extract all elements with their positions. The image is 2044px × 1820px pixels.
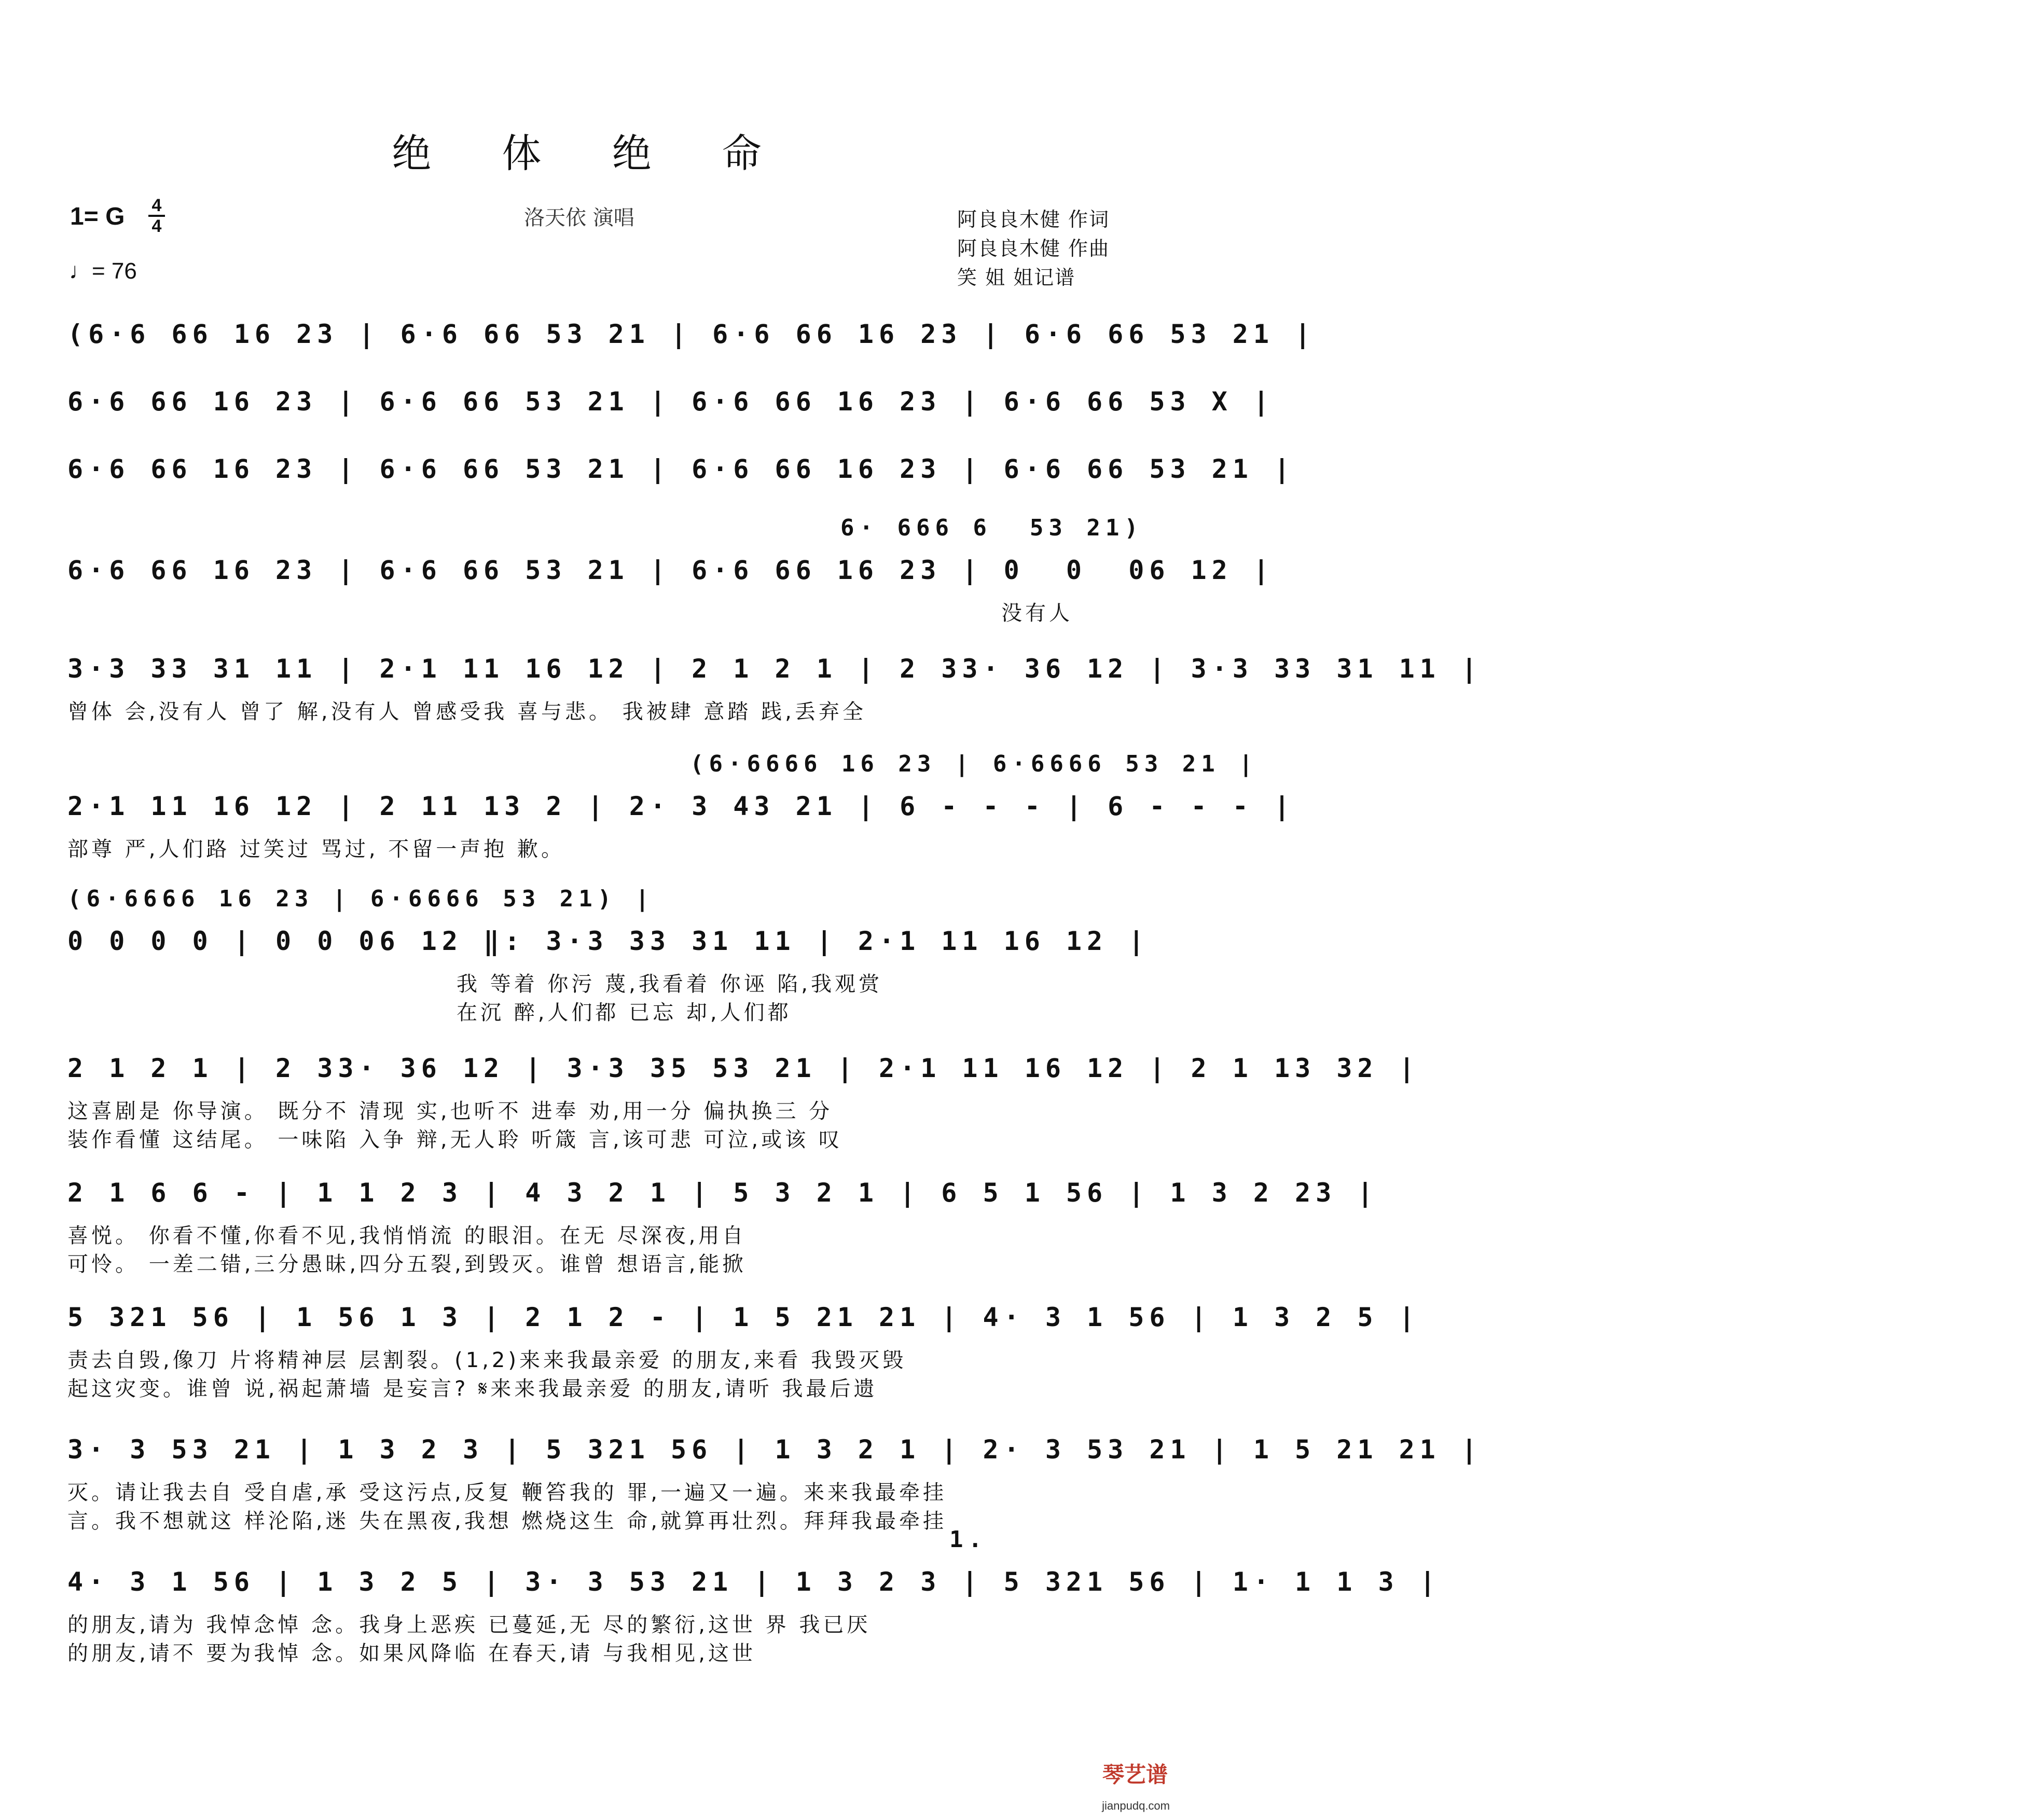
lyric-line: 灭。请让我去自 受自虐,承 受这污点,反复 鞭笞我的 罪,一遍又一遍。来来我最牵挂	[67, 1481, 947, 1505]
lyric-line: 起这灾变。谁曾 说,祸起萧墙 是妄言? 𝄋来来我最亲爱 的朋友,请听 我最后遗	[67, 1377, 878, 1401]
composer-credit: 阿良良木健 作曲	[957, 237, 1110, 260]
notation-line: 6·6 66 16 23 | 6·6 66 53 21 | 6·6 66 16 23 | 0 0 06 12 |	[67, 555, 1274, 585]
notation-line: 0 0 0 0 | 0 0 06 12 ‖: 3·3 33 31 11 | 2·1 11 16 12 |	[67, 926, 1150, 956]
lyric-line: 我 等着 你污 蔑,我看着 你诬 陷,我观赏	[457, 972, 883, 996]
time-signature	[146, 196, 167, 236]
watermark-logo	[1069, 1758, 1173, 1815]
lyric-line: 的朋友,请为 我悼念悼 念。我身上恶疾 已蔓延,无 尽的繁衍,这世 界 我已厌	[67, 1613, 871, 1637]
time-signature-bottom: 4	[151, 216, 162, 236]
lyric-line: 部尊 严,人们路 过笑过 骂过, 不留一声抱 歉。	[67, 837, 565, 861]
transcriber-credit: 笑 姐 姐记谱	[957, 266, 1076, 289]
lyricist-credit: 阿良良木健 作词	[957, 208, 1110, 231]
lyric-line: 责去自毁,像刀 片将精神层 层割裂。(1,2)来来我最亲爱 的朋友,来看 我毁灭毁	[67, 1348, 907, 1372]
upper-staff-line: (6·6666 16 23 | 6·6666 53 21 |	[690, 751, 1258, 777]
notation-line: 2·1 11 16 12 | 2 11 13 2 | 2· 3 43 21 | 6 - - - | 6 - - - |	[67, 791, 1295, 821]
notation-line: 6·6 66 16 23 | 6·6 66 53 21 | 6·6 66 16 23 | 6·6 66 53 X |	[67, 387, 1274, 417]
notation-line: 6·6 66 16 23 | 6·6 66 53 21 | 6·6 66 16 23 | 6·6 66 53 21 |	[67, 454, 1295, 484]
lyric-line: 喜悦。 你看不懂,你看不见,我悄悄流 的眼泪。在无 尽深夜,用自	[67, 1224, 747, 1248]
upper-staff-line: 1.	[949, 1526, 987, 1553]
watermark-site: jianpudq.com	[1102, 1799, 1170, 1812]
lyric-line: 在沉 醉,人们都 已忘 却,人们都	[457, 1001, 792, 1025]
notation-line: (6·6 66 16 23 | 6·6 66 53 21 | 6·6 66 16 23 | 6·6 66 53 21 |	[67, 319, 1316, 349]
lyric-line: 可怜。 一差二错,三分愚昧,四分五裂,到毁灭。谁曾 想语言,能掀	[67, 1252, 747, 1276]
watermark-brand: 琴艺谱	[1102, 1762, 1168, 1787]
upper-staff-line: 6· 666 6 53 21)	[840, 515, 1143, 541]
notation-line: 3·3 33 31 11 | 2·1 11 16 12 | 2 1 2 1 | 2 33· 36 12 | 3·3 33 31 11 |	[67, 654, 1482, 684]
lyric-line: 言。我不想就这 样沦陷,迷 失在黑夜,我想 燃烧这生 命,就算再壮烈。拜拜我最牵挂	[67, 1509, 947, 1533]
page-title: 绝 体 绝 命	[392, 130, 791, 176]
lyric-line: 装作看懂 这结尾。 一味陷 入争 辩,无人聆 听箴 言,该可悲 可泣,或该 叹	[67, 1128, 843, 1152]
notation-line: 3· 3 53 21 | 1 3 2 3 | 5 321 56 | 1 3 2 1 | 2· 3 53 21 | 1 5 21 21 |	[67, 1435, 1482, 1465]
credits-block	[957, 205, 1110, 292]
lyric-line: 没有人	[1001, 601, 1073, 625]
notation-line: 5 321 56 | 1 56 1 3 | 2 1 2 - | 1 5 21 21 | 4· 3 1 56 | 1 3 2 5 |	[67, 1302, 1420, 1332]
key-signature: 1= G	[70, 203, 125, 230]
tempo-marking: ♩= 76	[69, 258, 137, 284]
notation-line: 4· 3 1 56 | 1 3 2 5 | 3· 3 53 21 | 1 3 2 3 | 5 321 56 | 1· 1 1 3 |	[67, 1567, 1441, 1597]
notation-line: 2 1 2 1 | 2 33· 36 12 | 3·3 35 53 21 | 2·1 11 16 12 | 2 1 13 32 |	[67, 1053, 1420, 1083]
notation-line: 2 1 6 6 - | 1 1 2 3 | 4 3 2 1 | 5 3 2 1 | 6 5 1 56 | 1 3 2 23 |	[67, 1178, 1378, 1208]
time-signature-top: 4	[151, 196, 162, 215]
singer-credit: 洛天依 演唱	[524, 206, 634, 230]
lyric-line: 的朋友,请不 要为我悼 念。如果风降临 在春天,请 与我相见,这世	[67, 1642, 756, 1665]
upper-staff-line: (6·6666 16 23 | 6·6666 53 21) |	[67, 886, 655, 912]
lyric-line: 曾体 会,没有人 曾了 解,没有人 曾感受我 喜与悲。 我被肆 意踏 践,丢弃全	[67, 700, 866, 724]
lyric-line: 这喜剧是 你导演。 既分不 清现 实,也听不 进奉 劝,用一分 偏执换三 分	[67, 1099, 833, 1123]
